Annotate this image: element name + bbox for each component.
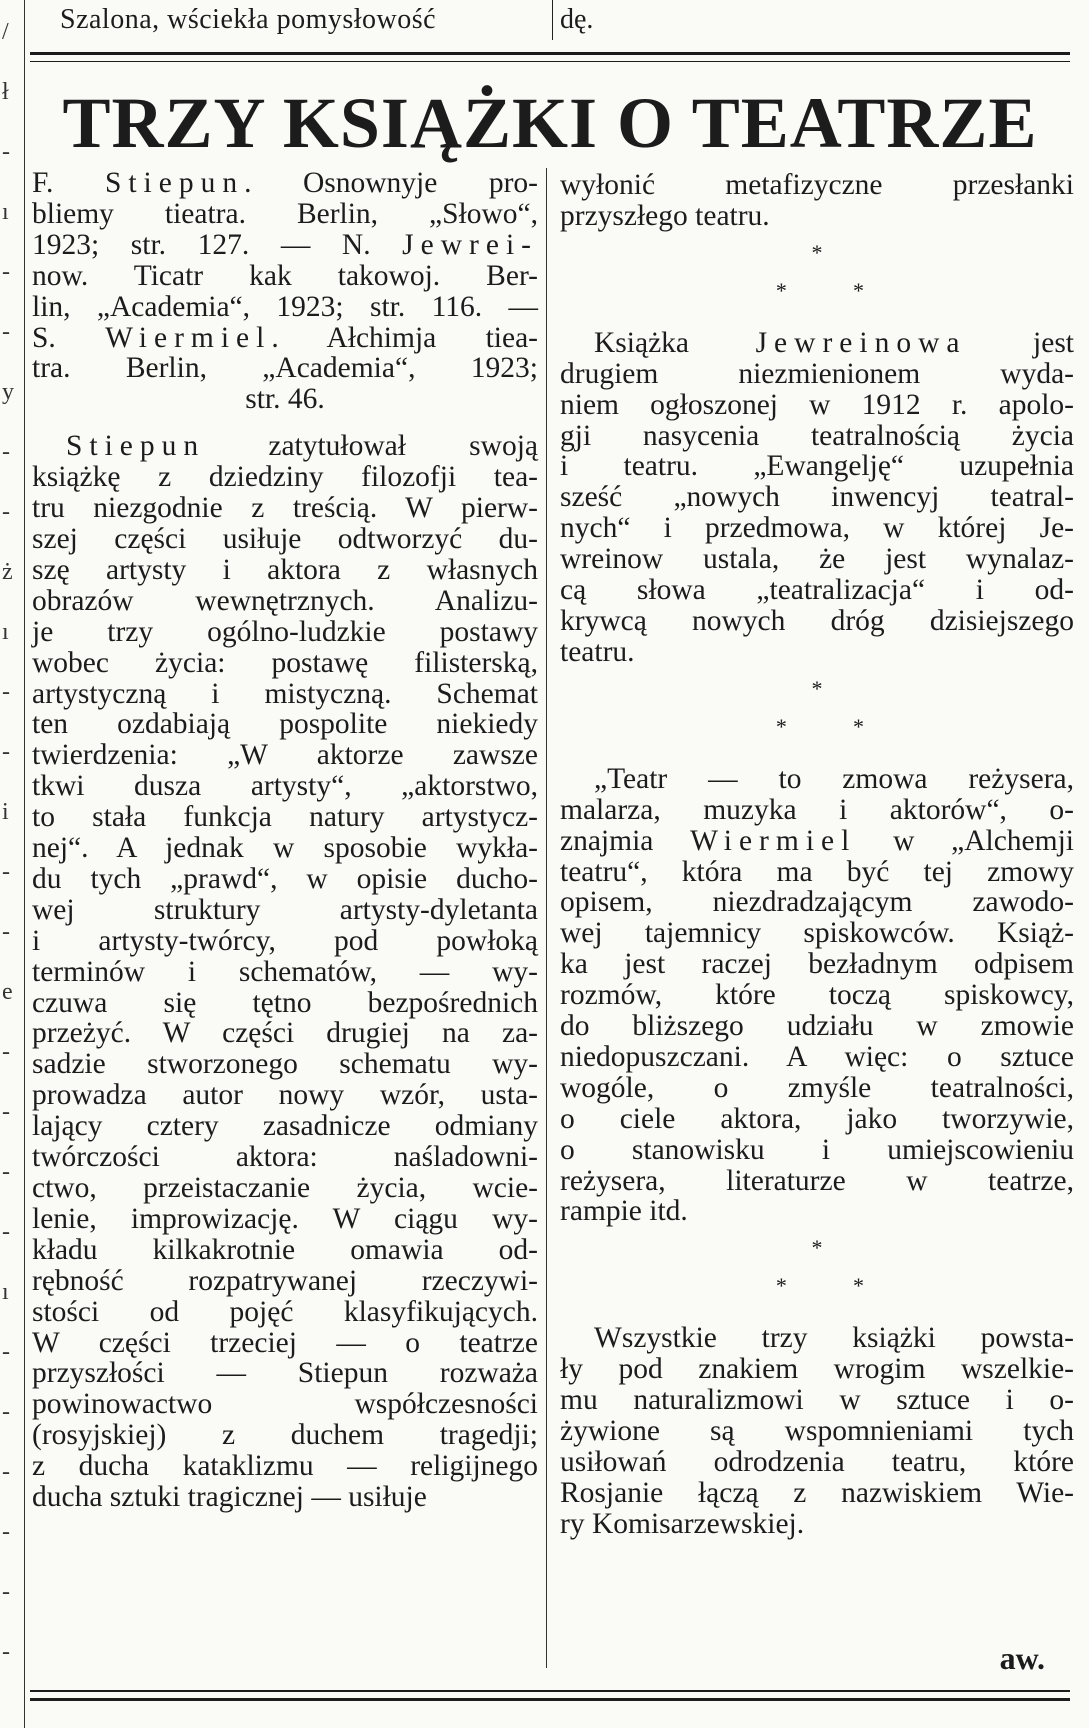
margin-fragment: -: [2, 1519, 10, 1545]
text-line: drugiem niezmienionem wyda-: [560, 357, 1074, 390]
text-line: bliemy tieatra. Berlin, „Słowo“,: [32, 197, 538, 230]
margin-fragment: ı: [2, 619, 9, 645]
text-line: rampie itd.: [560, 1195, 688, 1228]
text-line: ry Komisarzewskiej.: [560, 1507, 805, 1540]
text-line: kładu kilkakrotnie omawia od-: [32, 1233, 538, 1266]
bibliography-block: [32, 168, 538, 415]
text-line: wyłonić metafizyczne przesłanki: [560, 169, 1074, 201]
top-fragment-right-text: dę.: [560, 4, 594, 35]
text-line: i artysty-twórcy, pod powłoką: [32, 924, 538, 957]
text-line: niedopuszczani. A więc: o sztuce: [560, 1040, 1074, 1073]
text-line: ten ozdabiają pospolite niekiedy: [32, 708, 538, 741]
text-line: usiłowań odrodzenia teatru, które: [560, 1446, 1074, 1478]
left-margin-strip: [0, 0, 25, 1728]
margin-fragment: ı: [2, 1279, 9, 1305]
author-name: Wiermiel: [105, 321, 272, 354]
top-fragment-left-text: Szalona, wściekła pomysłowość: [60, 4, 437, 35]
text-line: reżysera, literaturze w teatrze,: [560, 1164, 1074, 1197]
margin-fragment: -: [2, 1159, 10, 1185]
margin-fragment: y: [2, 379, 14, 405]
margin-fragment: -: [2, 499, 10, 525]
text-line: szej części usiłuje odtworzyć du-: [32, 522, 538, 555]
text-line: terminów i schematów, — wy-: [32, 955, 538, 988]
margin-fragment: -: [2, 319, 10, 345]
text-line: ły pod znakiem wrogim wszelkie-: [560, 1353, 1074, 1386]
paragraph-stiepun: [32, 431, 538, 1513]
text-line: przyszłego teatru.: [560, 199, 770, 232]
text-line: czuwa się tętno bezpośrednich: [32, 986, 538, 1019]
top-column-divider: [552, 0, 553, 40]
text-line: lenie, improwizację. W ciągu wy-: [32, 1202, 538, 1235]
text-line: ka jest raczej bezładnym odpisem: [560, 948, 1074, 981]
margin-fragment: -: [2, 679, 10, 705]
paragraph-continuation: [560, 170, 1074, 232]
margin-fragment: -: [2, 919, 10, 945]
column-divider: [546, 168, 547, 1668]
text-line: lający cztery zasadnicze odmiany: [32, 1110, 538, 1143]
text-line: przeżyć. W części drugiej na za-: [32, 1017, 538, 1050]
text-line: twórczości aktora: naśladowni-: [32, 1141, 538, 1174]
text-line: Książka Jewreinowa jest: [594, 326, 1074, 359]
text-line: o ciele aktora, jako tworzywie,: [560, 1102, 1074, 1135]
text-line: Rosjanie łączą z nazwiskiem Wie-: [560, 1476, 1074, 1509]
text-line: teatru“, która ma być tej zmowy: [560, 855, 1074, 888]
asterisk-icon: *: [775, 277, 787, 303]
text-line: prowadza autor nowy wzór, usta-: [32, 1079, 538, 1112]
text-line: du tych „prawd“, w opisie ducho-: [32, 862, 538, 895]
margin-fragment: -: [2, 1099, 10, 1125]
text-line: artystyczną i mistyczną. Schemat: [32, 677, 538, 710]
text-line: wogóle, o zmyśle teatralności,: [560, 1071, 1074, 1104]
paragraph-conclusion: [560, 1323, 1074, 1539]
text-line: lin, „Academia“, 1923; str. 116. —: [32, 290, 538, 323]
text-line: obrazów wewnętrznych. Analizu-: [32, 584, 538, 617]
margin-fragment: -: [2, 1399, 10, 1425]
margin-fragment: -: [2, 1339, 10, 1365]
text-line: do bliższego udziału w zmowie: [560, 1010, 1074, 1043]
author-name: Stiepun: [104, 167, 245, 199]
asterisk-icon: *: [811, 239, 823, 265]
text-line: gji nasycenia teatralnością życia: [560, 419, 1074, 452]
margin-fragment: ż: [2, 559, 13, 585]
text-line: o stanowisku i umiejscowieniu: [560, 1133, 1074, 1166]
margin-fragment: -: [2, 439, 10, 465]
author-name: Jewrei-: [402, 228, 538, 261]
text-line: książkę z dziedziny filozofji tea-: [32, 461, 538, 494]
text-line: krywcą nowych dróg dzisiejszego: [560, 604, 1074, 637]
bottom-double-rule: [30, 1690, 1070, 1701]
text-line: tra. Berlin, „Academia“, 1923;: [32, 352, 538, 385]
text-line: przyszłości — Stiepun rozważa: [32, 1357, 538, 1390]
text-line: tkwi dusza artysty“, „aktorstwo,: [32, 770, 538, 803]
text-line: rozmów, które toczą spiskowcy,: [560, 979, 1074, 1012]
author-name: Wiermiel: [690, 824, 857, 857]
text-line: niem ogłoszonej w 1912 r. apolo-: [560, 388, 1074, 421]
author-name: Stiepun: [66, 430, 206, 463]
asterisk-icon: *: [852, 713, 864, 739]
asterisk-icon: *: [775, 713, 787, 739]
text-line: to stała funkcja natury artystycz-: [32, 801, 538, 834]
top-double-rule: [30, 52, 1070, 62]
text-line: str. 46.: [245, 383, 325, 416]
text-line: powinowactwo współczesności: [32, 1388, 538, 1421]
text-line: mu naturalizmowi w sztuce i o-: [560, 1384, 1074, 1417]
asterism-separator-3: [560, 1227, 1074, 1323]
text-line: Stiepun zatytułował swoją: [66, 430, 538, 463]
asterism-separator-1: [560, 232, 1074, 328]
margin-fragment: -: [2, 1639, 10, 1665]
text-line: nej“. A jednak w sposobie wykła-: [32, 832, 538, 865]
margin-fragment: -: [2, 1219, 10, 1245]
text-line: S. Wiermiel. Ałchimja tiea-: [32, 321, 538, 354]
text-line: nych“ i przedmowa, w której Je-: [560, 512, 1074, 545]
margin-fragment: -: [2, 139, 10, 165]
text-line: malarza, muzyka i aktorów“, o-: [560, 793, 1074, 826]
text-line: wreinow ustala, że jest wynalaz-: [560, 543, 1074, 576]
text-line: z ducha kataklizmu — religijnego: [32, 1450, 538, 1483]
text-line: ducha sztuki tragicznej — usiłuje: [32, 1481, 427, 1514]
paragraph-wiermiel: [560, 764, 1074, 1228]
margin-fragment: -: [2, 259, 10, 285]
author-name: Jewreinowa: [755, 326, 967, 359]
asterisk-icon: *: [852, 1273, 864, 1299]
text-line: żywione są wspomnieniami tych: [560, 1415, 1074, 1448]
paragraph-jewreinow: [560, 328, 1074, 668]
text-line: sześć „nowych inwencyj teatral-: [560, 481, 1074, 514]
text-line: Wszystkie trzy książki powsta-: [594, 1322, 1074, 1355]
margin-fragment: /: [2, 19, 9, 45]
margin-fragment: e: [2, 979, 13, 1005]
margin-fragment: i: [2, 799, 9, 825]
text-line: tru niezgodnie z treścią. W pierw-: [32, 492, 538, 525]
text-line: W części trzeciej — o teatrze: [32, 1326, 538, 1359]
text-line: stości od pojęć klasyfikujących.: [32, 1295, 538, 1328]
text-line: i teatru. „Ewangelję“ uzupełnia: [560, 450, 1074, 483]
margin-fragment: -: [2, 1039, 10, 1065]
margin-fragment: -: [2, 739, 10, 765]
text-line: (rosyjskiej) z duchem tragedji;: [32, 1419, 538, 1452]
asterisk-icon: *: [852, 277, 864, 303]
asterisk-icon: *: [811, 675, 823, 701]
text-line: sadzie stworzonego schematu wy-: [32, 1048, 538, 1081]
asterisk-icon: *: [811, 1235, 823, 1261]
margin-fragment: -: [2, 1579, 10, 1605]
asterism-separator-2: [560, 668, 1074, 764]
text-line: znajmia Wiermiel w „Alchemji: [560, 824, 1074, 857]
text-line: „Teatr — to zmowa reżysera,: [594, 762, 1074, 795]
top-fragment-row: [60, 0, 1070, 44]
author-signature: aw.: [999, 1640, 1045, 1676]
left-column: [32, 168, 538, 1513]
margin-fragment: -: [2, 859, 10, 885]
text-line: opisem, niezdradzającym zawodo-: [560, 886, 1074, 919]
text-line: F. Stiepun. Osnownyje pro-: [32, 167, 539, 199]
margin-fragment: ł: [2, 79, 9, 105]
margin-fragment: ı: [2, 199, 9, 225]
asterisk-icon: *: [775, 1273, 787, 1299]
text-line: now. Ticatr kak takowoj. Ber-: [32, 259, 538, 292]
text-line: wej struktury artysty-dyletanta: [32, 893, 538, 926]
text-line: ctwo, przeistaczanie życia, wcie-: [32, 1172, 538, 1204]
text-line: cą słowa „teatralizacja“ i od-: [560, 574, 1074, 607]
right-column: [560, 170, 1074, 1540]
text-line: wej tajemnicy spiskowców. Książ-: [560, 917, 1074, 950]
text-line: je trzy ogólno-ludzkie postawy: [32, 615, 538, 648]
text-line: twierdzenia: „W aktorze zawsze: [32, 739, 538, 772]
text-line: 1923; str. 127. — N. Jewrei-: [32, 228, 538, 261]
text-line: teatru.: [560, 635, 635, 668]
text-line: wobec życia: postawę filisterską,: [32, 646, 538, 679]
margin-fragment: -: [2, 1459, 10, 1485]
text-line: rębność rozpatrywanej rzeczywi-: [32, 1264, 538, 1297]
text-line: szę artysty i aktora z własnych: [32, 553, 538, 586]
article-title: TRZY KSIĄŻKI O TEATRZE: [62, 83, 1038, 163]
